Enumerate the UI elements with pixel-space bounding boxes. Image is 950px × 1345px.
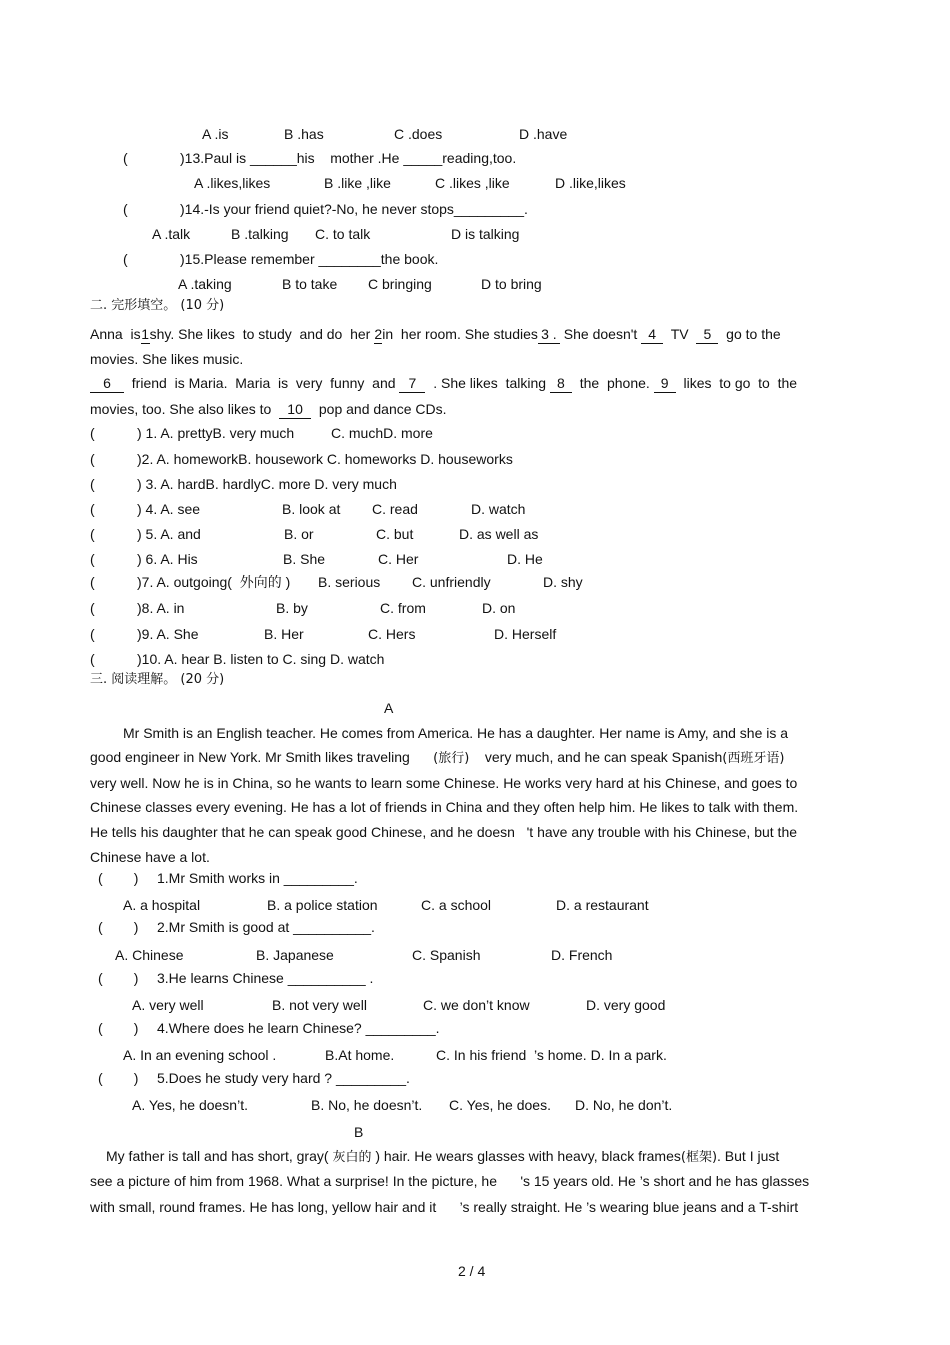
q14-stem: )14.-Is your friend quiet?-No, he never stops_________. bbox=[180, 201, 528, 217]
reading-q3-paren: ( ) bbox=[98, 970, 139, 986]
cloze-line-1: Anna is1shy. She likes to study and do her 2in her room. She studies 3 . She doesn't 4 TV 5 go to the bbox=[90, 326, 781, 342]
cloze-q5: ) 5. A. and bbox=[137, 526, 201, 542]
cloze-blank-5: 5 bbox=[696, 325, 718, 344]
q14-paren: ( bbox=[123, 201, 128, 217]
cloze-q9-option-b: B. Her bbox=[264, 626, 304, 642]
cloze-q5-option-b: B. or bbox=[284, 526, 314, 542]
q13-option-c: C .likes ,like bbox=[435, 175, 510, 191]
cloze-q6-option-d: D. He bbox=[507, 551, 543, 567]
cloze-q8-option-b: B. by bbox=[276, 600, 308, 616]
reading-q1-paren: ( ) bbox=[98, 870, 139, 886]
passage-b-line-3: with small, round frames. He has long, yellow hair and it ’s really straight. He ’s wearing blue jeans and a T-shirt bbox=[90, 1199, 799, 1215]
cloze-q2: )2. A. homeworkB. housework C. homeworks D. houseworks bbox=[137, 451, 513, 467]
reading-q5-paren: ( ) bbox=[98, 1070, 139, 1086]
cloze-q4: ) 4. A. see bbox=[137, 501, 201, 517]
cloze-blank-9: 9 bbox=[654, 374, 676, 393]
reading-q3-option-d: D. very good bbox=[586, 997, 666, 1013]
reading-q1-option-d: D. a restaurant bbox=[556, 897, 649, 913]
reading-q3-option-c: C. we don’t know bbox=[423, 997, 530, 1013]
q15-option-a: A .taking bbox=[178, 276, 232, 292]
cloze-q7: )7. A. outgoing( 外向的 ) bbox=[137, 574, 291, 590]
q13-stem: )13.Paul is ______his mother .He _____reading,too. bbox=[180, 150, 517, 166]
cloze-q2-paren: ( bbox=[90, 451, 95, 467]
passage-a-line-4: Chinese classes every evening. He has a lot of friends in China and they often help him. He likes to talk with them. bbox=[90, 799, 799, 815]
q14-option-c: C. to talk bbox=[315, 226, 371, 242]
reading-q3-stem: 3.He learns Chinese __________ . bbox=[157, 970, 374, 986]
section2-heading: 二. 完形填空。 (10 分) bbox=[90, 298, 225, 313]
reading-q4-option-cd: C. In his friend ’s home. D. In a park. bbox=[436, 1047, 667, 1063]
cloze-q8-option-c: C. from bbox=[380, 600, 426, 616]
cloze-blank-3: 3 . bbox=[538, 325, 560, 344]
cloze-blank-2: 2 bbox=[374, 326, 383, 342]
section3-heading: 三. 阅读理解。 (20 分) bbox=[90, 672, 225, 687]
cloze-q7-option-c: C. unfriendly bbox=[412, 574, 491, 590]
q13-option-b: B .like ,like bbox=[324, 175, 391, 191]
cloze-q9-option-c: C. Hers bbox=[368, 626, 416, 642]
reading-q1-option-c: C. a school bbox=[421, 897, 492, 913]
cloze-q10: )10. A. hear B. listen to C. sing D. watch bbox=[137, 651, 385, 667]
passage-a-line-2: good engineer in New York. Mr Smith likes traveling (旅行) very much, and he can speak Spanish(西班牙语) bbox=[90, 749, 785, 766]
passage-b-line-1: My father is tall and has short, gray( 灰白的 ) hair. He wears glasses with heavy, black frames(框架). But I just bbox=[106, 1148, 780, 1165]
reading-q1-option-b: B. a police station bbox=[267, 897, 378, 913]
q15-stem: )15.Please remember ________the book. bbox=[180, 251, 439, 267]
cloze-q9: )9. A. She bbox=[137, 626, 199, 642]
cloze-q6-option-c: C. Her bbox=[378, 551, 419, 567]
q15-option-d: D to bring bbox=[481, 276, 542, 292]
cloze-blank-7: 7 bbox=[399, 374, 425, 393]
passage-a-line-1: Mr Smith is an English teacher. He comes from America. He has a daughter. Her name is Amy, and she is a bbox=[123, 725, 789, 741]
cloze-line-3: 6 friend is Maria. Maria is very funny and 7 . She likes talking 8 the phone. 9 likes to go to the bbox=[90, 374, 797, 393]
cloze-blank-10: 10 bbox=[279, 400, 311, 419]
cloze-q6-paren: ( bbox=[90, 551, 95, 567]
q15-option-b: B to take bbox=[282, 276, 338, 292]
passage-a-line-6: Chinese have a lot. bbox=[90, 849, 210, 865]
reading-q4-option-a: A. In an evening school . bbox=[123, 1047, 277, 1063]
reading-q1-stem: 1.Mr Smith works in _________. bbox=[157, 870, 358, 886]
reading-q4-paren: ( ) bbox=[98, 1020, 139, 1036]
cloze-q9-option-d: D. Herself bbox=[494, 626, 557, 642]
cloze-q9-paren: ( bbox=[90, 626, 95, 642]
reading-q3-option-a: A. very well bbox=[132, 997, 204, 1013]
reading-q5-option-c: C. Yes, he does. bbox=[449, 1097, 551, 1113]
cloze-q4-paren: ( bbox=[90, 501, 95, 517]
cloze-line-4: movies, too. She also likes to 10 pop and dance CDs. bbox=[90, 401, 447, 417]
cloze-blank-6: 6 bbox=[90, 374, 124, 393]
q14-option-a: A .talk bbox=[152, 226, 191, 242]
q14-option-b: B .talking bbox=[231, 226, 289, 242]
q13-option-a: A .likes,likes bbox=[194, 175, 271, 191]
reading-q5-option-d: D. No, he don’t. bbox=[575, 1097, 673, 1113]
cloze-q8-option-d: D. on bbox=[482, 600, 516, 616]
q12-option-c: C .does bbox=[394, 126, 443, 142]
reading-q2-option-b: B. Japanese bbox=[256, 947, 334, 963]
cloze-q4-option-b: B. look at bbox=[282, 501, 341, 517]
cloze-q1: ) 1. A. prettyB. very much bbox=[137, 425, 295, 441]
passage-a-line-3: very well. Now he is in China, so he wants to learn some Chinese. He works very hard at his Chinese, and goes to bbox=[90, 775, 798, 791]
reading-q2-option-a: A. Chinese bbox=[115, 947, 184, 963]
reading-q4-stem: 4.Where does he learn Chinese? _________. bbox=[157, 1020, 440, 1036]
q12-option-d: D .have bbox=[519, 126, 568, 142]
q12-option-a: A .is bbox=[202, 126, 229, 142]
q15-paren: ( bbox=[123, 251, 128, 267]
cloze-blank-1: 1 bbox=[141, 326, 149, 342]
cloze-q1-paren: ( bbox=[90, 425, 95, 441]
reading-q4-option-b: B.At home. bbox=[325, 1047, 395, 1063]
q13-paren: ( bbox=[123, 150, 128, 166]
cloze-q8-paren: ( bbox=[90, 600, 95, 616]
reading-q2-option-d: D. French bbox=[551, 947, 613, 963]
cloze-q7-option-d: D. shy bbox=[543, 574, 583, 590]
passage-b-title: B bbox=[354, 1124, 364, 1140]
cloze-q3-paren: ( bbox=[90, 476, 95, 492]
reading-q3-option-b: B. not very well bbox=[272, 997, 367, 1013]
cloze-q7-option-b: B. serious bbox=[318, 574, 381, 590]
reading-q2-paren: ( ) bbox=[98, 919, 139, 935]
cloze-blank-8: 8 bbox=[550, 374, 572, 393]
cloze-q10-paren: ( bbox=[90, 651, 95, 667]
cloze-q5-paren: ( bbox=[90, 526, 95, 542]
reading-q5-option-a: A. Yes, he doesn’t. bbox=[132, 1097, 248, 1113]
cloze-q5-option-c: C. but bbox=[376, 526, 414, 542]
cloze-q4-option-d: D. watch bbox=[471, 501, 526, 517]
q12-option-b: B .has bbox=[284, 126, 324, 142]
passage-a-title: A bbox=[384, 700, 394, 716]
passage-b-line-2: see a picture of him from 1968. What a surprise! In the picture, he 's 15 years old. He ’s short and he has glasses bbox=[90, 1173, 810, 1189]
cloze-q4-option-c: C. read bbox=[372, 501, 418, 517]
passage-a-line-5: He tells his daughter that he can speak good Chinese, and he doesn 't have any trouble with his Chinese, but the bbox=[90, 824, 798, 840]
reading-q2-stem: 2.Mr Smith is good at __________. bbox=[157, 919, 375, 935]
cloze-line-2: movies. She likes music. bbox=[90, 351, 244, 367]
cloze-blank-4: 4 bbox=[641, 325, 663, 344]
cloze-q7-paren: ( bbox=[90, 574, 95, 590]
cloze-q5-option-d: D. as well as bbox=[459, 526, 539, 542]
reading-q2-option-c: C. Spanish bbox=[412, 947, 481, 963]
cloze-q6: ) 6. A. His bbox=[137, 551, 198, 567]
q13-option-d: D .like,likes bbox=[555, 175, 626, 191]
reading-q5-stem: 5.Does he study very hard ? _________. bbox=[157, 1070, 410, 1086]
reading-q5-option-b: B. No, he doesn’t. bbox=[311, 1097, 423, 1113]
q14-option-d: D is talking bbox=[451, 226, 520, 242]
reading-q1-option-a: A. a hospital bbox=[123, 897, 201, 913]
q15-option-c: C bringing bbox=[368, 276, 432, 292]
cloze-q6-option-b: B. She bbox=[283, 551, 326, 567]
cloze-q8: )8. A. in bbox=[137, 600, 185, 616]
page-number: 2 / 4 bbox=[458, 1263, 486, 1279]
cloze-q1-option-cd: C. muchD. more bbox=[331, 425, 433, 441]
cloze-q3: ) 3. A. hardB. hardlyC. more D. very much bbox=[137, 476, 397, 492]
